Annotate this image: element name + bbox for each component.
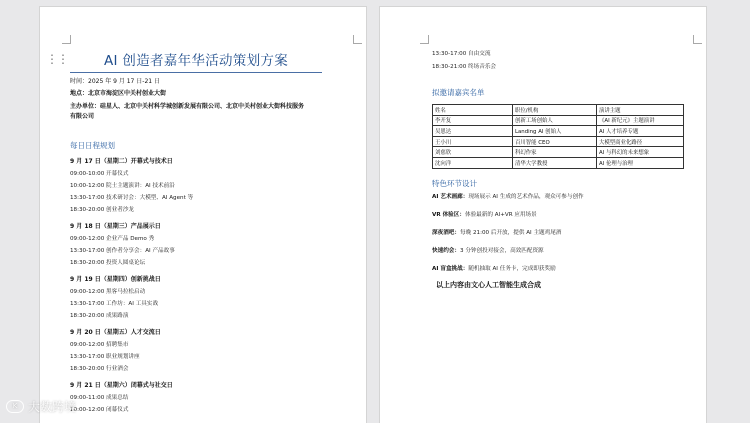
drag-handle-icon[interactable]: ⋮⋮ (46, 52, 68, 66)
table-row (433, 136, 684, 147)
feature-item: AI 艺术画廊：现场展示 AI 生成的艺术作品，观众可参与创作 (432, 194, 584, 200)
schedule-item: 18:30-20:00 行业酒会 (70, 366, 129, 372)
feature-item: VR 体验区：体验最新的 AI+VR 应用场景 (432, 212, 537, 218)
guests-table (432, 104, 684, 169)
margin-marker-top-right (693, 35, 702, 44)
table-cell: 李开复 (433, 115, 513, 126)
schedule-item: 18:30-20:00 投资人圆桌论坛 (70, 260, 146, 266)
schedule-item: 13:30-17:00 自由交流 (432, 51, 491, 57)
table-cell: 大模型商业化路径 (597, 136, 684, 147)
schedule-item: 09:00-12:00 招聘集市 (70, 342, 129, 348)
schedule-item: 18:30-21:00 终场音乐会 (432, 64, 497, 70)
schedule-item: 13:30-17:00 工作坊：AI 工具实战 (70, 301, 159, 307)
table-row (433, 115, 684, 126)
table-header-cell: 姓名 (433, 105, 513, 116)
table-cell: AI 与科幻的未来想象 (597, 147, 684, 158)
ai-generated-note: 以上内容由文心人工智能生成合成 (436, 281, 541, 289)
schedule-item: 18:30-20:00 成果路演 (70, 313, 129, 319)
day-heading: 9 月 17 日（星期二）开幕式与技术日 (70, 158, 173, 165)
feature-item: AI 盲盒挑战：随机抽取 AI 任务卡，完成即获奖励 (432, 266, 556, 272)
features-heading: 特色环节设计 (432, 179, 477, 188)
guests-heading: 拟邀请嘉宾名单 (432, 88, 485, 97)
event-place: 地点：北京市海淀区中关村创业大街 (70, 90, 167, 97)
table-row (433, 157, 684, 168)
schedule-item: 09:00-12:00 黑客马拉松启动 (70, 289, 146, 295)
table-cell: 吴恩达 (433, 126, 513, 137)
table-header-cell: 职位/机构 (513, 105, 597, 116)
table-cell: 刘慈欣 (433, 147, 513, 158)
table-cell: 沈向洋 (433, 157, 513, 168)
watermark (6, 398, 76, 415)
table-row (433, 126, 684, 137)
schedule-item: 13:30-17:00 职业规划讲座 (70, 354, 140, 360)
table-cell: 清华大学教授 (513, 157, 597, 168)
feature-item: 深夜酒吧：每晚 21:00 后开放，提供 AI 主题鸡尾酒 (432, 230, 562, 236)
table-cell: 王小川 (433, 136, 513, 147)
table-header-row (433, 105, 684, 116)
day-heading: 9 月 20 日（星期五）人才交流日 (70, 329, 161, 336)
event-organizer: 主办单位：硅星人、北京中关村科学城创新发展有限公司、北京中关村创业大街科技服务 有限公司 (70, 103, 305, 120)
schedule-item: 13:30-17:00 技术研讨会：大模型、AI Agent 等 (70, 195, 194, 201)
day-heading: 9 月 18 日（星期三）产品展示日 (70, 223, 161, 230)
margin-marker-top-right (353, 35, 362, 44)
margin-marker-top-left (420, 35, 429, 44)
watermark-text: 大数跨境 (28, 400, 77, 414)
feature-item: 快速约会：3 分钟创投对接会，高效匹配资源 (432, 248, 544, 254)
schedule-item: 09:00-11:00 成果总结 (70, 395, 129, 401)
table-cell: 科幻作家 (513, 147, 597, 158)
schedule-item: 10:00-12:00 闭幕仪式 (70, 407, 129, 413)
table-cell: 百川智能 CEO (513, 136, 597, 147)
schedule-item: 13:30-17:00 创作者分享会：AI 产品故事 (70, 248, 175, 254)
schedule-item: 18:30-20:00 创业者沙龙 (70, 207, 135, 213)
table-cell: AI 人才培养专题 (597, 126, 684, 137)
table-cell: 创新工场创始人 (513, 115, 597, 126)
watermark-logo-icon: K (6, 400, 24, 413)
margin-marker-top-left (62, 35, 71, 44)
table-row (433, 147, 684, 158)
schedule-item: 09:00-12:00 企业产品 Demo 秀 (70, 236, 155, 242)
document-page-1 (39, 6, 367, 423)
schedule-heading: 每日日程规划 (70, 141, 115, 150)
document-title[interactable]: AI 创造者嘉年华活动策划方案 (70, 49, 322, 73)
schedule-item: 09:00-10:00 开幕仪式 (70, 171, 129, 177)
table-cell: 《AI 新纪元》主题演讲 (597, 115, 684, 126)
day-heading: 9 月 19 日（星期四）创新挑战日 (70, 276, 161, 283)
table-cell: Landing AI 创始人 (513, 126, 597, 137)
document-page-2 (379, 6, 707, 423)
schedule-item: 10:00-12:00 院士主题演讲：AI 技术前沿 (70, 183, 175, 189)
table-cell: AI 伦理与治理 (597, 157, 684, 168)
event-time: 时间：2025 年 9 月 17 日-21 日 (70, 78, 160, 85)
day-heading: 9 月 21 日（星期六）闭幕式与社交日 (70, 382, 173, 389)
table-header-cell: 演讲主题 (597, 105, 684, 116)
